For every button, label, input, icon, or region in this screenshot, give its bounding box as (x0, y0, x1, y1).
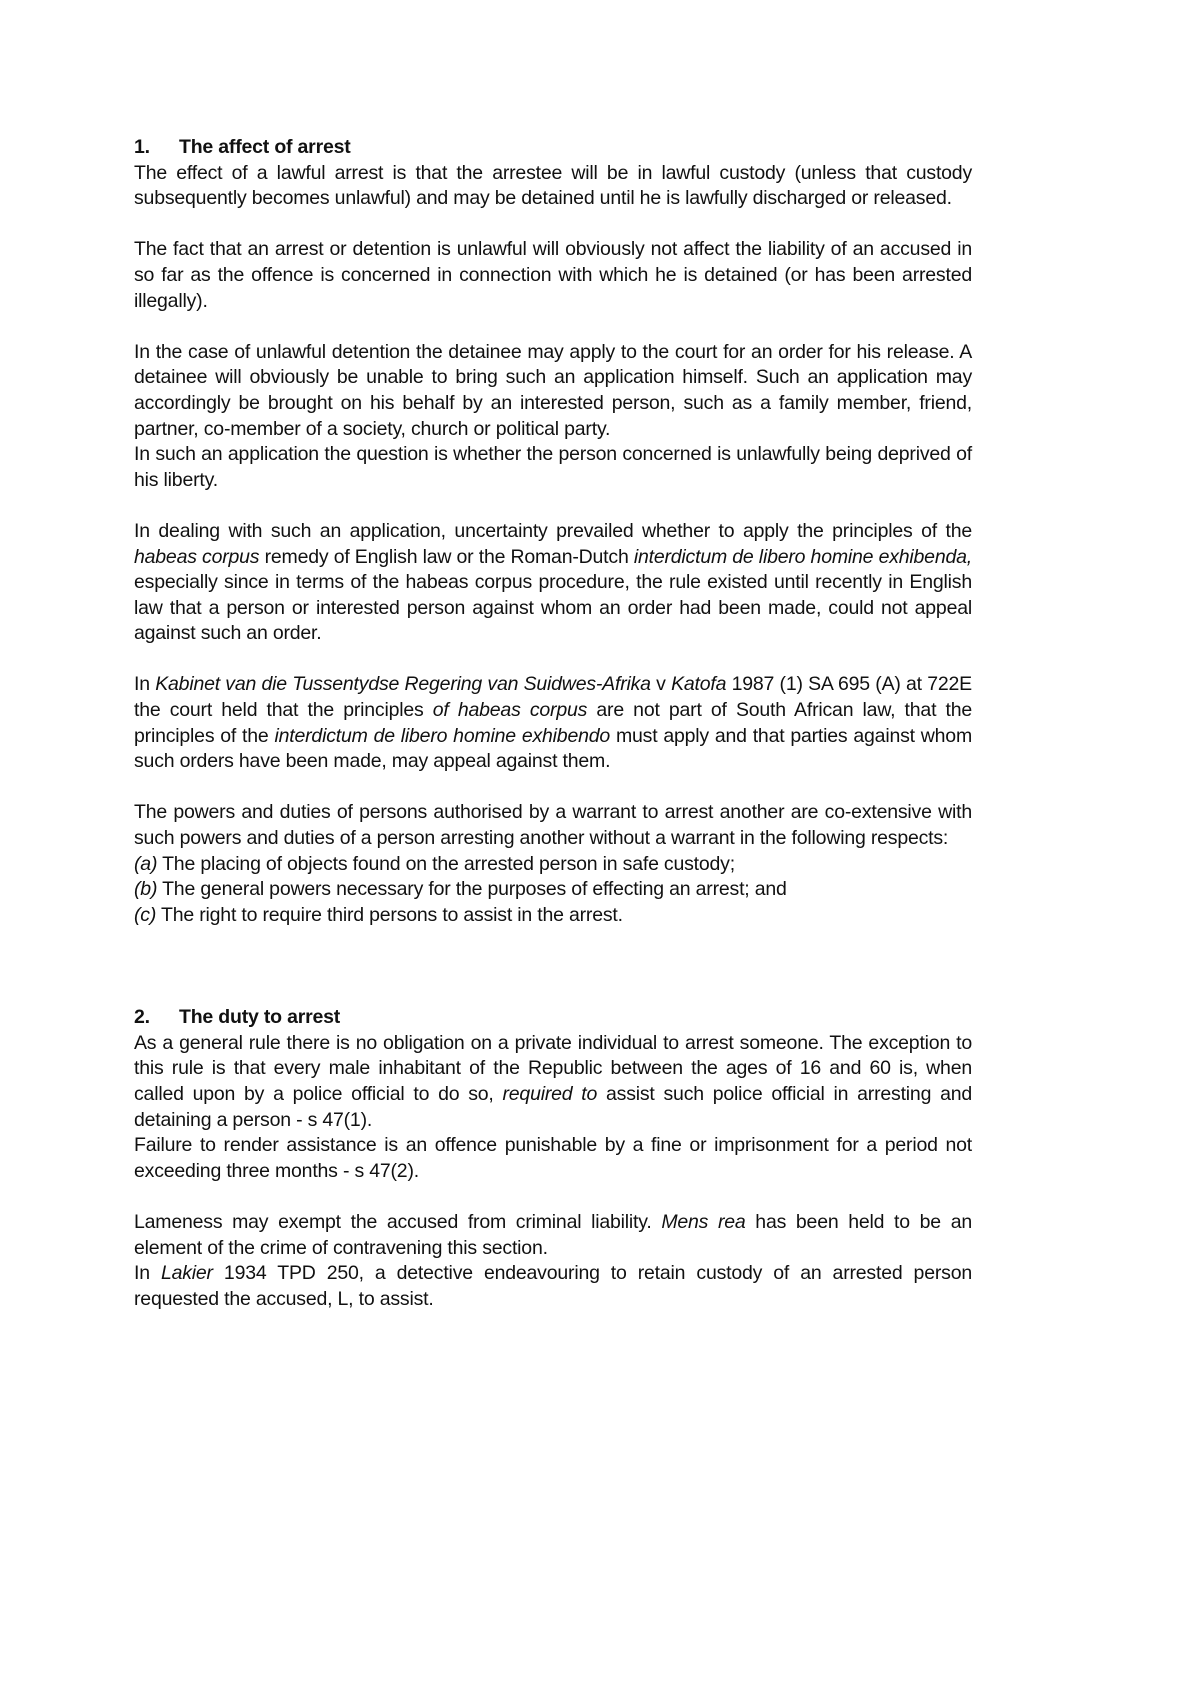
section-number: 1. (134, 136, 150, 158)
text-run: As a general rule there is no obligation on a private individual to arrest someone. The exception to this rule is that every male inhabitant of the Republic between the ages of 16 and 60 is, when called upon by a police official to do so, (134, 1031, 972, 1105)
text-run: The fact that an arrest or detention is unlawful will obviously not affect the liability of an accused in so far as the offence is concerned in connection with which he is detained (or has been arrested illegally). (134, 238, 972, 312)
text-run: 1987 (1) SA 695 (A) at 722E the court held that the principles (134, 673, 972, 722)
paragraph (134, 442, 972, 493)
text-run: are not part of South African law, that the principles of the (134, 699, 972, 747)
text-run: In (134, 1262, 161, 1285)
text-run: The right to require third persons to assist in the arrest. (156, 903, 623, 926)
italic-text: interdictum de libero homine exhibenda, (633, 545, 972, 568)
section-title: The affect of arrest (179, 136, 351, 158)
document-page (134, 135, 972, 1312)
text-run: In dealing with such an application, uncertainty prevailed whether to apply the principles of the (134, 519, 972, 542)
text-run: The effect of a lawful arrest is that the arrestee will be in lawful custody (unless that custody subsequently becomes unlawful) and may be detained until he is lawfully discharged or released. (134, 161, 972, 210)
text-run: The powers and duties of persons authorised by a warrant to arrest another are co-extensive with such powers and duties of a person arresting another without a warrant in the following respects: (134, 801, 972, 850)
italic-text: (c) (134, 903, 157, 926)
italic-text: interdictum de libero homine exhibendo (274, 724, 611, 747)
paragraph (134, 672, 972, 774)
paragraph (134, 1031, 972, 1133)
text-run: In (134, 673, 156, 696)
list-item (134, 877, 972, 903)
text-run: The general powers necessary for the purposes of effecting an arrest; and (157, 878, 787, 901)
italic-text: Kabinet van die Tussentydse Regering van Suidwes-Afrika (155, 673, 651, 696)
paragraph (134, 519, 972, 647)
section-1-heading (134, 135, 972, 161)
paragraph (134, 340, 972, 442)
text-run: In the case of unlawful detention the detainee may apply to the court for an order for his release. A detainee will obviously be unable to bring such an application himself. Such an application may accordingly be brought on his behalf by an interested person, such as a family member, friend, partner, co-member of a society, church or political party. (134, 340, 972, 440)
text-run: especially since in terms of the habeas corpus procedure, the rule existed until recently in English law that a person or interested person against whom an order had been made, could not appeal against such an order. (134, 571, 972, 645)
text-run: v (650, 673, 672, 696)
paragraph (134, 237, 972, 314)
paragraph (134, 1261, 972, 1312)
text-run: Failure to render assistance is an offence punishable by a fine or imprisonment for a period not exceeding three months - s 47(2). (134, 1134, 972, 1182)
italic-text: Lakier (160, 1262, 213, 1285)
italic-text: Mens rea (661, 1210, 746, 1233)
text-run: assist such police official in arresting and detaining a person - s 47(1). (134, 1082, 973, 1131)
italic-text: Katofa (671, 673, 727, 696)
text-run: must apply and that parties against whom such orders have been made, may appeal against them. (134, 724, 972, 773)
italic-text: (b) (134, 878, 158, 901)
italic-text: habeas corpus (134, 545, 260, 568)
text-run: Lameness may exempt the accused from criminal liability. (134, 1210, 662, 1233)
paragraph (134, 1133, 972, 1184)
italic-text: required to (502, 1082, 598, 1105)
paragraph (134, 800, 972, 851)
section-title: The duty to arrest (179, 1006, 341, 1029)
section-number: 2. (134, 1006, 150, 1029)
list-item (134, 852, 972, 878)
italic-text: (a) (134, 852, 158, 875)
italic-text: of habeas corpus (432, 699, 588, 722)
text-run: In such an application the question is whether the person concerned is unlawfully being deprived of his liberty. (134, 443, 972, 491)
text-run: 1934 TPD 250, a detective endeavouring to retain custody of an arrested person requested the accused, L, to assist. (134, 1262, 972, 1310)
section-2-heading (134, 1005, 972, 1031)
text-run: remedy of English law or the Roman-Dutch (259, 545, 634, 568)
paragraph (134, 161, 972, 212)
list-item (134, 903, 972, 929)
text-run: has been held to be an element of the crime of contravening this section. (134, 1210, 972, 1259)
text-run: The placing of objects found on the arrested person in safe custody; (157, 852, 735, 875)
paragraph (134, 1210, 972, 1261)
